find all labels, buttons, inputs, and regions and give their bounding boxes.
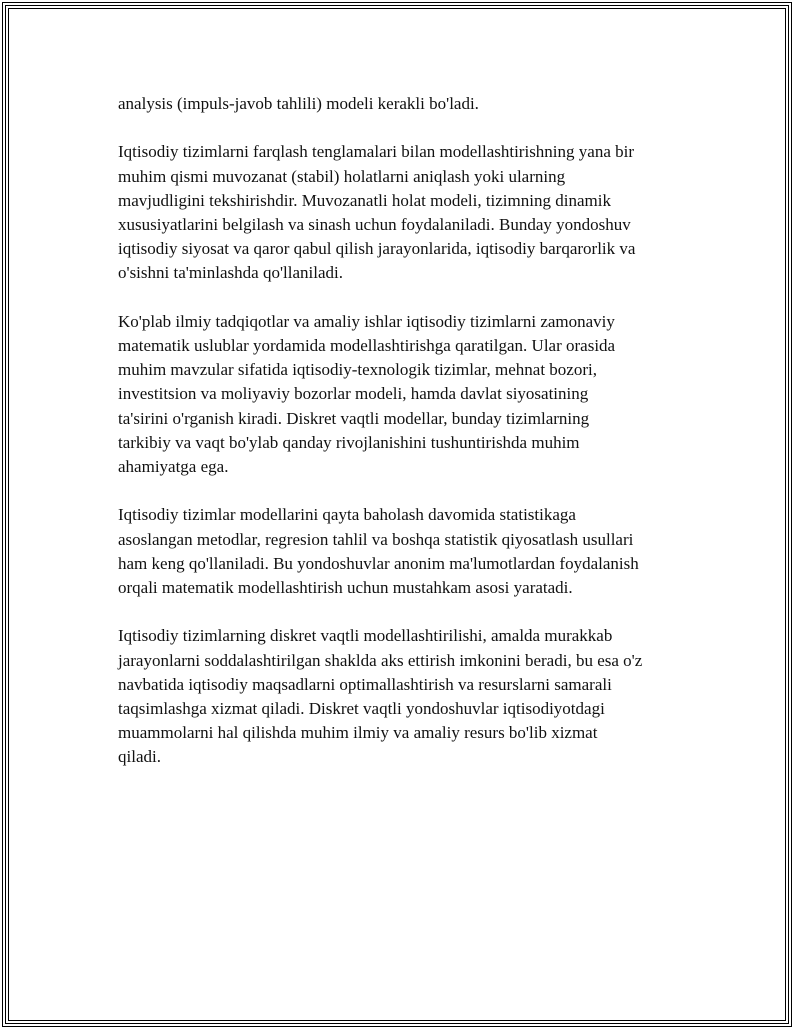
paragraph-1: analysis (impuls-javob tahlili) modeli kerakli bo'ladi. <box>118 94 479 113</box>
paragraph-2: Iqtisodiy tizimlarni farqlash tenglamalari bilan modellashtirishning yana bir muhim qismi muvozanat (stabil) holatlarni aniqlash yoki ularning mavjudligini tekshirishdir. Muvozanatli holat modeli, tizimning dinamik xususiyatlarini belgilash va sinash uchun foydalaniladi. Bunday yondoshuv iqtisodiy siyosat va qaror qabul qilish jarayonlarida, iqtisodiy barqarorlik va o'sishni ta'minlashda qo'llaniladi. <box>118 142 636 283</box>
paragraph-4: Iqtisodiy tizimlar modellarini qayta baholash davomida statistikaga asoslangan metodlar, regresion tahlil va boshqa statistik qiyosatlash usullari ham keng qo'llaniladi. Bu yondoshuvlar anonim ma'lumotlardan foydalanish orqali matematik modellashtirish uchun mustahkam asosi yaratadi. <box>118 505 639 598</box>
document-body <box>118 92 708 794</box>
paragraph-5: Iqtisodiy tizimlarning diskret vaqtli modellashtirilishi, amalda murakkab jarayonlarni soddalashtirilgan shaklda aks ettirish imkonini beradi, bu esa o'z navbatida iqtisodiy maqsadlarni optimallashtirish va resurslarni samarali taqsimlashga xizmat qiladi. Diskret vaqtli yondoshuvlar iqtisodiyotdagi muammolarni hal qilishda muhim ilmiy va amaliy resurs bo'lib xizmat qiladi. <box>118 626 643 767</box>
paragraph-3: Ko'plab ilmiy tadqiqotlar va amaliy ishlar iqtisodiy tizimlarni zamonaviy matematik uslublar yordamida modellashtirishga qaratilgan. Ular orasida muhim mavzular sifatida iqtisodiy-texnologik tizimlar, mehnat bozori, investitsion va moliyaviy bozorlar modeli, hamda davlat siyosatining ta'sirini o'rganish kiradi. Diskret vaqtli modellar, bunday tizimlarning tarkibiy va vaqt bo'ylab qanday rivojlanishini tushuntirishda muhim ahamiyatga ega. <box>118 311 616 477</box>
